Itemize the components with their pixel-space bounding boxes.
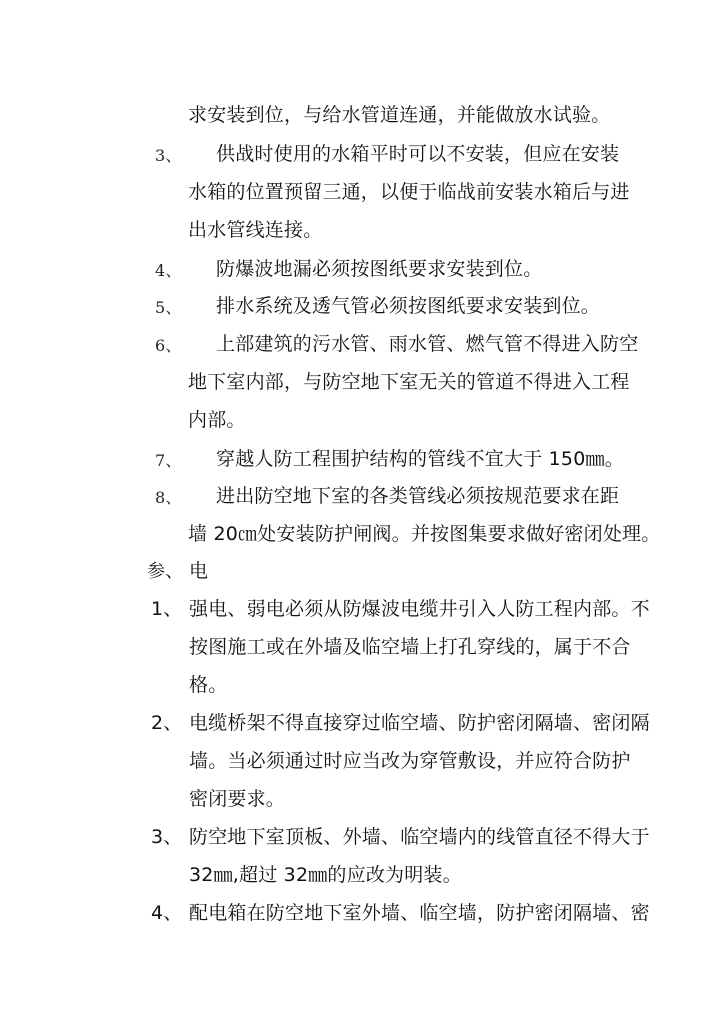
text-line: 出水管线连接。: [188, 219, 323, 241]
text-line: 32㎜,超过 32㎜的应改为明装。: [189, 864, 462, 886]
item-number: 4、: [155, 261, 182, 280]
text-line: 按图施工或在外墙及临空墙上打孔穿线的，属于不合: [189, 636, 631, 658]
text-line: 墙 20㎝处安装防护闸阀。并按图集要求做好密闭处理。: [188, 523, 661, 545]
item-number: 5、: [155, 298, 182, 317]
text-line: 穿越人防工程围护结构的管线不宜大于 150㎜。: [216, 448, 624, 470]
text-line: 供战时使用的水箱平时可以不安装，但应在安装: [216, 143, 620, 165]
text-line: 进出防空地下室的各类管线必须按规范要求在距: [216, 485, 620, 507]
text-line: 配电箱在防空地下室外墙、临空墙，防护密闭隔墙、密: [189, 902, 650, 924]
item-number: 3、: [155, 146, 182, 165]
text-line: 内部。: [188, 409, 246, 431]
item-number: 8、: [155, 488, 182, 507]
text-line: 防爆波地漏必须按图纸要求安装到位。: [216, 258, 543, 280]
text-line: 水箱的位置预留三通，以便于临战前安装水箱后与进: [188, 181, 630, 203]
text-line: 格。: [189, 674, 228, 696]
item-number: 1、: [151, 598, 183, 620]
text-line: 密闭要求。: [189, 788, 286, 810]
text-line: 上部建筑的污水管、雨水管、燃气管不得进入防空: [216, 333, 639, 355]
text-line: 求安装到位，与给水管道连通，并能做放水试验。: [188, 104, 611, 126]
text-line: 防空地下室顶板、外墙、临空墙内的线管直径不得大于: [189, 826, 650, 848]
section-number: 参、: [147, 561, 184, 582]
section-heading: 电: [189, 560, 209, 582]
text-line: 强电、弱电必须从防爆波电缆井引入人防工程内部。不: [189, 598, 650, 620]
item-number: 7、: [155, 451, 182, 470]
text-line: 排水系统及透气管必须按图纸要求安装到位。: [216, 295, 601, 317]
text-line: 电缆桥架不得直接穿过临空墙、防护密闭隔墙、密闭隔: [189, 712, 650, 734]
item-number: 6、: [155, 336, 182, 355]
text-line: 墙。当必须通过时应当改为穿管敷设，并应符合防护: [189, 750, 631, 772]
item-number: 3、: [151, 826, 183, 848]
text-line: 地下室内部，与防空地下室无关的管道不得进入工程: [188, 371, 630, 393]
item-number: 4、: [151, 902, 183, 924]
item-number: 2、: [151, 712, 183, 734]
